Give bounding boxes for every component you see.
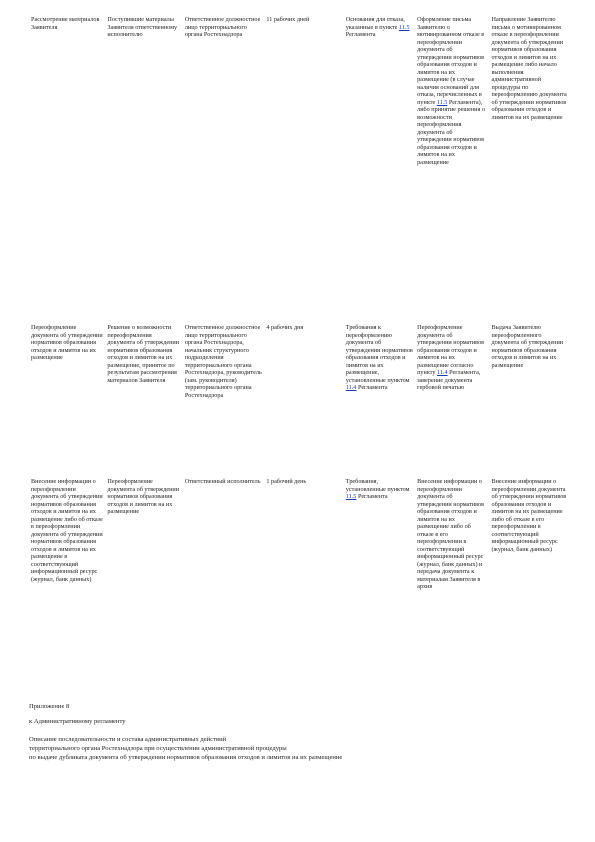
outcome-cell: Выдача Заявителю переоформленного документа об утверждении нормативов образования отходов и лимитов на их размещение (491, 324, 564, 369)
basis-cell: Переоформление документа об утверждении нормативов образования отходов и лимитов на их размещение (107, 478, 180, 515)
appendix-number: Приложение 8 (29, 703, 70, 710)
responsible-cell: Ответственное должностное лицо территориального органа Ростехнадзора (184, 16, 261, 38)
result-cell (415, 14, 489, 322)
procedure-table (29, 14, 569, 591)
outcome-cell: Внесение информации о переоформлении документа об утверждении нормативов образования отходов и лимитов на их размещение либо об отказе в его переоформлении в соответствующий информационный ресурс (журнал, банк данных) (491, 478, 567, 553)
regulation-clause-link[interactable]: 11.4 (437, 369, 448, 376)
criteria-cell (344, 14, 415, 322)
appendix-title-line: Описание последовательности и состава административных действий (29, 736, 227, 743)
table-row (29, 322, 569, 476)
basis-cell: Поступившие материалы Заявителя ответственному исполнителю (107, 16, 178, 38)
responsible-cell: Ответственный исполнитель (184, 478, 261, 485)
criteria-text-end: Регламента (345, 31, 376, 38)
appendix-subtitle: к Административному регламенту (29, 718, 126, 725)
duration-cell: 1 рабочий день (266, 478, 307, 485)
regulation-clause-link[interactable]: 11.5 (398, 23, 410, 31)
criteria-text-end: Регламента (356, 493, 388, 500)
result-text-end: Регламента), либо принятие решения о возможности переоформления документа об утверждении нормативов образования отходов и лимитов на их размещение (417, 98, 485, 166)
basis-cell: Решение о возможности переоформления документа об утверждении нормативов образования отходов и лимитов на их размещение, принятое по результатам рассмотрения материалов Заявителя (107, 324, 180, 384)
result-text: Переоформление документа об утверждении нормативов образования отходов и лимитов на их размещение согласно пункту (417, 324, 485, 376)
result-cell: Внесение информации о переоформлении документа об утверждении нормативов образования отходов и лимитов на их размещение либо об отказе в его переоформлении в соответствующий информационный ресурс (журнал, банк данных) и передача документа к материалам Заявителя в архив (417, 478, 485, 590)
result-cell (415, 322, 489, 476)
table-row (29, 476, 569, 591)
criteria-text: Требования к переоформлению документа об утверждении нормативов образования отходов и лимитов на их размещение, установленные пунктом (345, 324, 413, 384)
duration-cell: 11 рабочих дней (266, 16, 310, 23)
regulation-clause-link[interactable]: 11.5 (345, 493, 357, 500)
criteria-text: Основания для отказа, указанные в пункте (345, 16, 405, 31)
result-text: Оформление письма Заявителю о мотивированном отказе в переоформлении документа об утверждении нормативов образования отходов и лимитов на их размещение (в случае наличия оснований для отказа, перечисленных в пункте (417, 16, 485, 106)
criteria-text-end: Регламента (356, 384, 388, 391)
criteria-cell (344, 476, 415, 591)
result-text-end: Регламента, заверение документа гербовой печатью (417, 369, 481, 391)
action-cell: Переоформление документа об утверждении нормативов образования отходов и лимитов на их размещение (31, 324, 103, 361)
appendix-header (29, 702, 569, 762)
regulation-clause-link[interactable]: 11.5 (436, 98, 448, 106)
duration-cell: 4 рабочих дня (266, 324, 304, 331)
appendix-title-line: по выдаче дубликата документа об утверждении нормативов образования отходов и лимитов на их размещение (29, 754, 343, 761)
outcome-cell: Направление Заявителю письма о мотивированном отказе в переоформлении документа об утверждении нормативов образования отходов и лимитов на их размещение либо начало выполнения административной процедуры по переоформлению документа об утверждении нормативов образования отходов и лимитов на их размещение (491, 16, 567, 121)
action-cell: Рассмотрение материалов Заявителя (31, 16, 100, 31)
regulation-clause-link[interactable]: 11.4 (345, 384, 357, 391)
criteria-text: Требования, установленные пунктом (345, 478, 410, 493)
criteria-cell (344, 322, 415, 476)
action-cell: Внесение информации о переоформлении документа об утверждении нормативов образования отходов и лимитов на их размещение либо об отказе в переоформлении документа об утверждении нормативов образования отходов и лимитов на их размещение в соответствующий информационный ресурс (журнал, банк данных) (31, 478, 103, 583)
table-row (29, 14, 569, 322)
responsible-cell: Ответственное должностное лицо территориального органа Ростехнадзора, начальник структурного подразделения территориального органа Ростехнадзора, руководитель (зам. руководителя) территориального органа Ростехнадзора (184, 324, 262, 399)
appendix-title-line: территориального органа Ростехнадзора при осуществлении административной процедуры (29, 745, 287, 752)
